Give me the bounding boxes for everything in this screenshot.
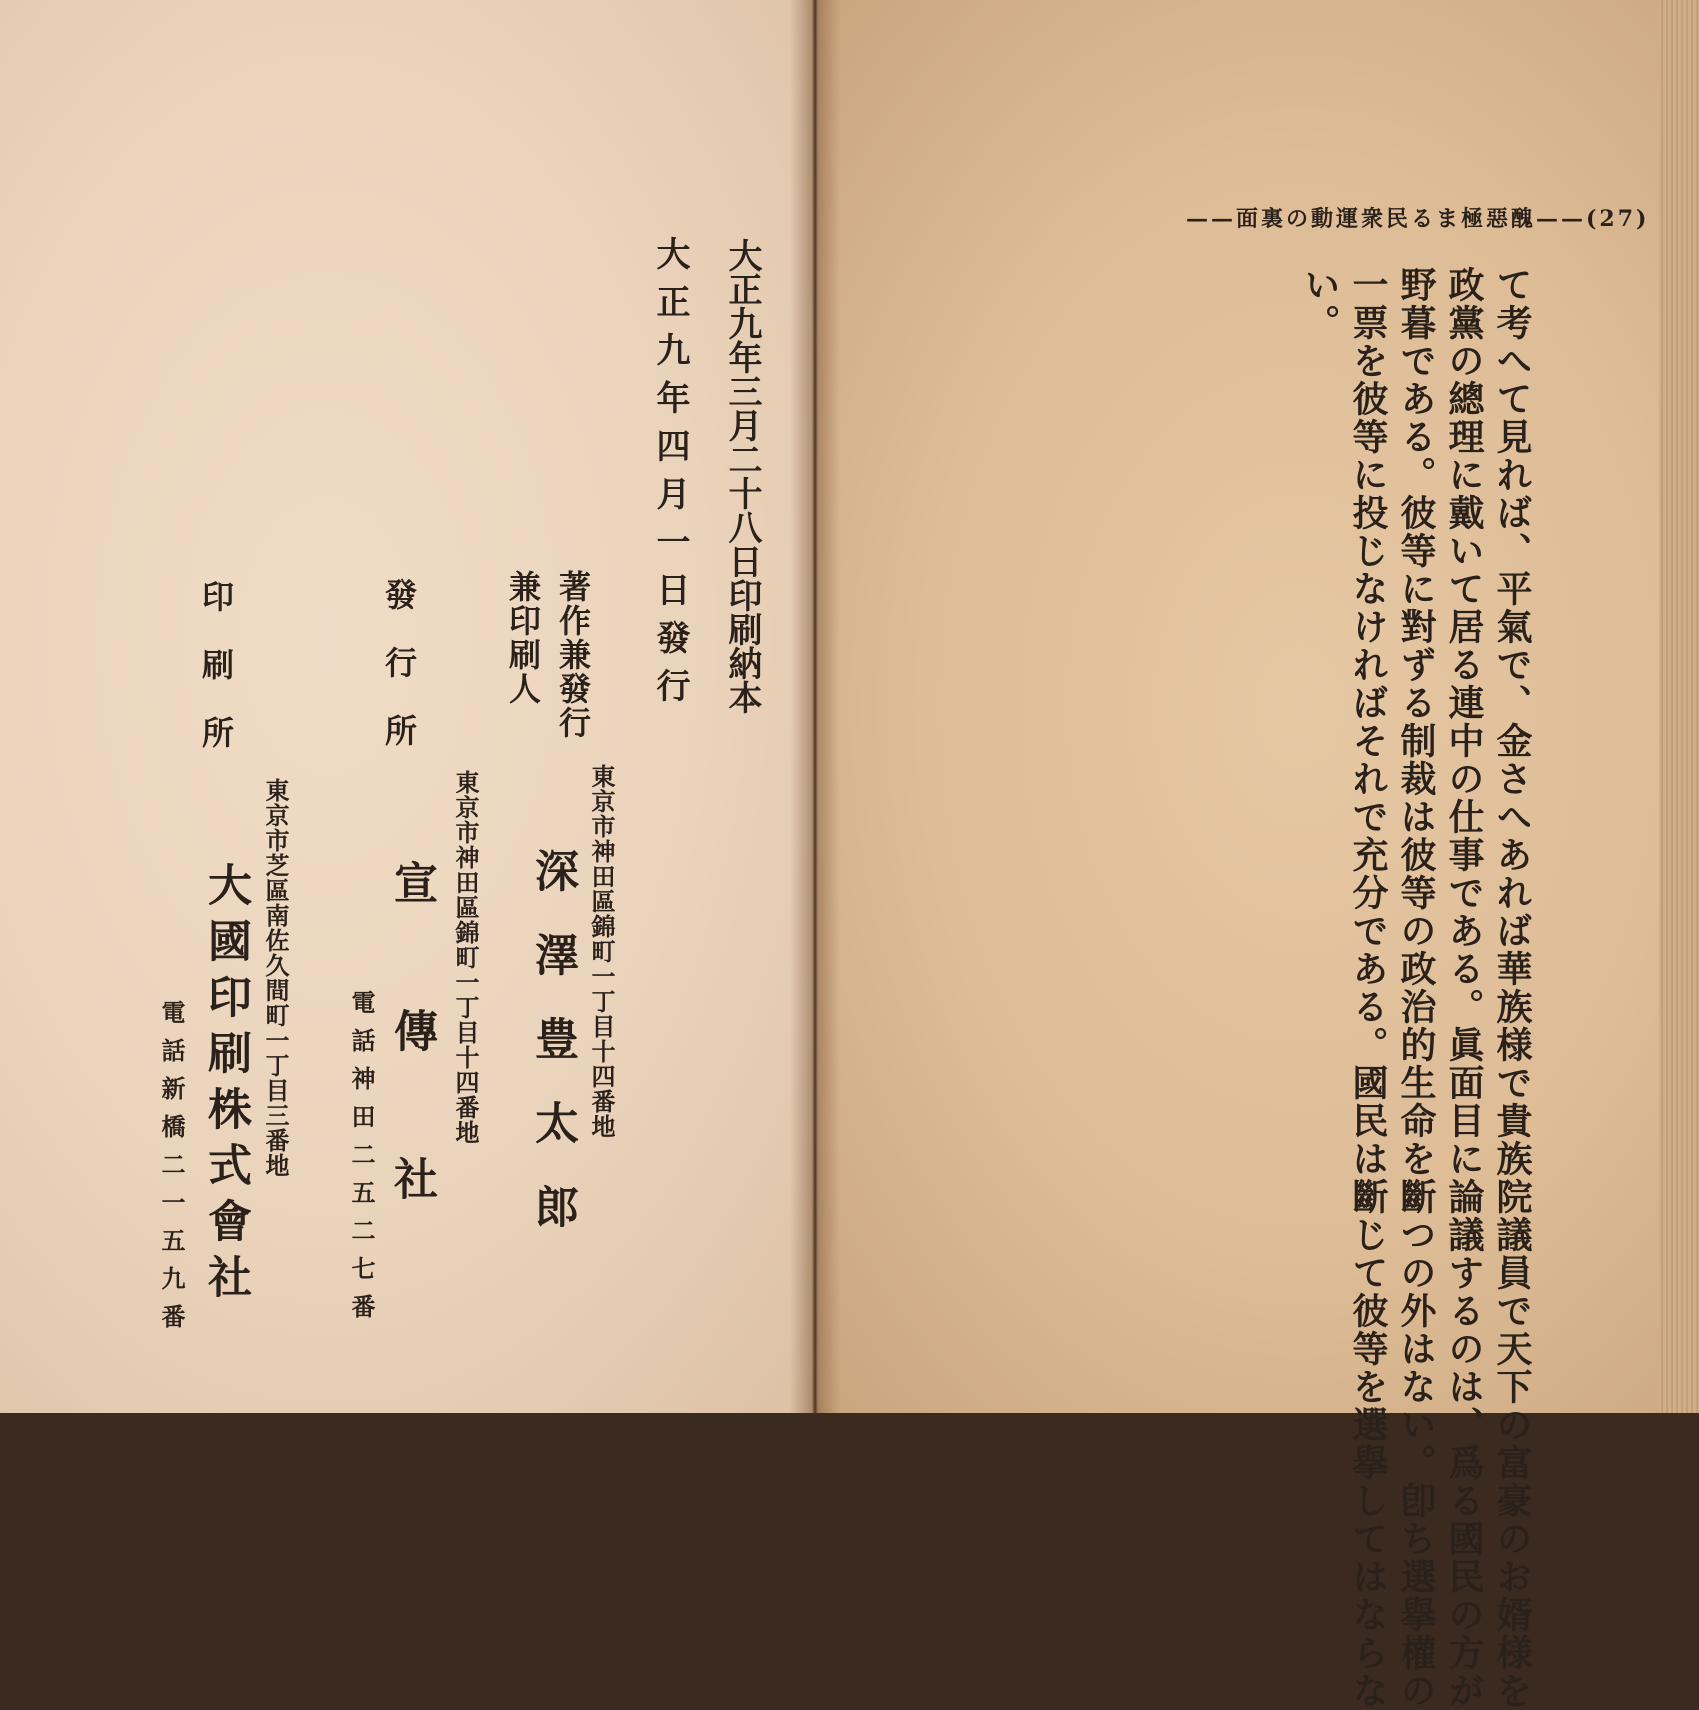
publisher-role: 發行所 [380, 578, 418, 782]
author-address: 東京市神田區錦町一丁目十四番地 [587, 764, 616, 1139]
author-role-line1: 著作兼發行 [554, 570, 592, 740]
author-name: 深澤豊太郎 [527, 848, 578, 1268]
publisher-address: 東京市神田區錦町一丁目十四番地 [451, 770, 480, 1145]
publisher-phone: 電話神田二五二七番 [347, 990, 376, 1332]
printer-name: 大國印刷株式會社 [200, 862, 251, 1310]
author-role-line2: 兼印刷人 [504, 570, 542, 706]
body-column: 政黨の總理に戴いて居る連中の仕事である。眞面目に論議するのは、爲る國民の方が [1443, 266, 1485, 1710]
body-column: 一票を彼等に投じなければそれで充分である。國民は斷じて彼等を選擧してはならな [1347, 266, 1389, 1710]
print-date: 大正九年三月二十八日印刷納本 [722, 238, 762, 714]
book-gutter [790, 0, 840, 1413]
printer-role: 印刷所 [197, 580, 235, 784]
page-edge [1659, 0, 1699, 1413]
issue-date: 大正九年四月一日發行 [650, 236, 690, 716]
printer-phone: 電話新橋二一五九番 [157, 1000, 186, 1342]
left-page-colophon [0, 0, 820, 1413]
body-column: い。 [1299, 266, 1341, 342]
running-header: (72)——醜惡極まる民衆運動の裏面—— [1186, 206, 1650, 232]
body-column: て考へて見れば、平氣で、金さへあれば華族様で貴族院議員で天下の富豪のお婿様を [1491, 266, 1533, 1710]
body-column: 野暮である。彼等に對ずる制裁は彼等の政治的生命を斷つの外はない。卽ち選擧權の [1395, 266, 1437, 1710]
publisher-name: 宣傳社 [386, 860, 437, 1304]
printer-address: 東京市芝區南佐久間町一丁目三番地 [261, 778, 290, 1178]
